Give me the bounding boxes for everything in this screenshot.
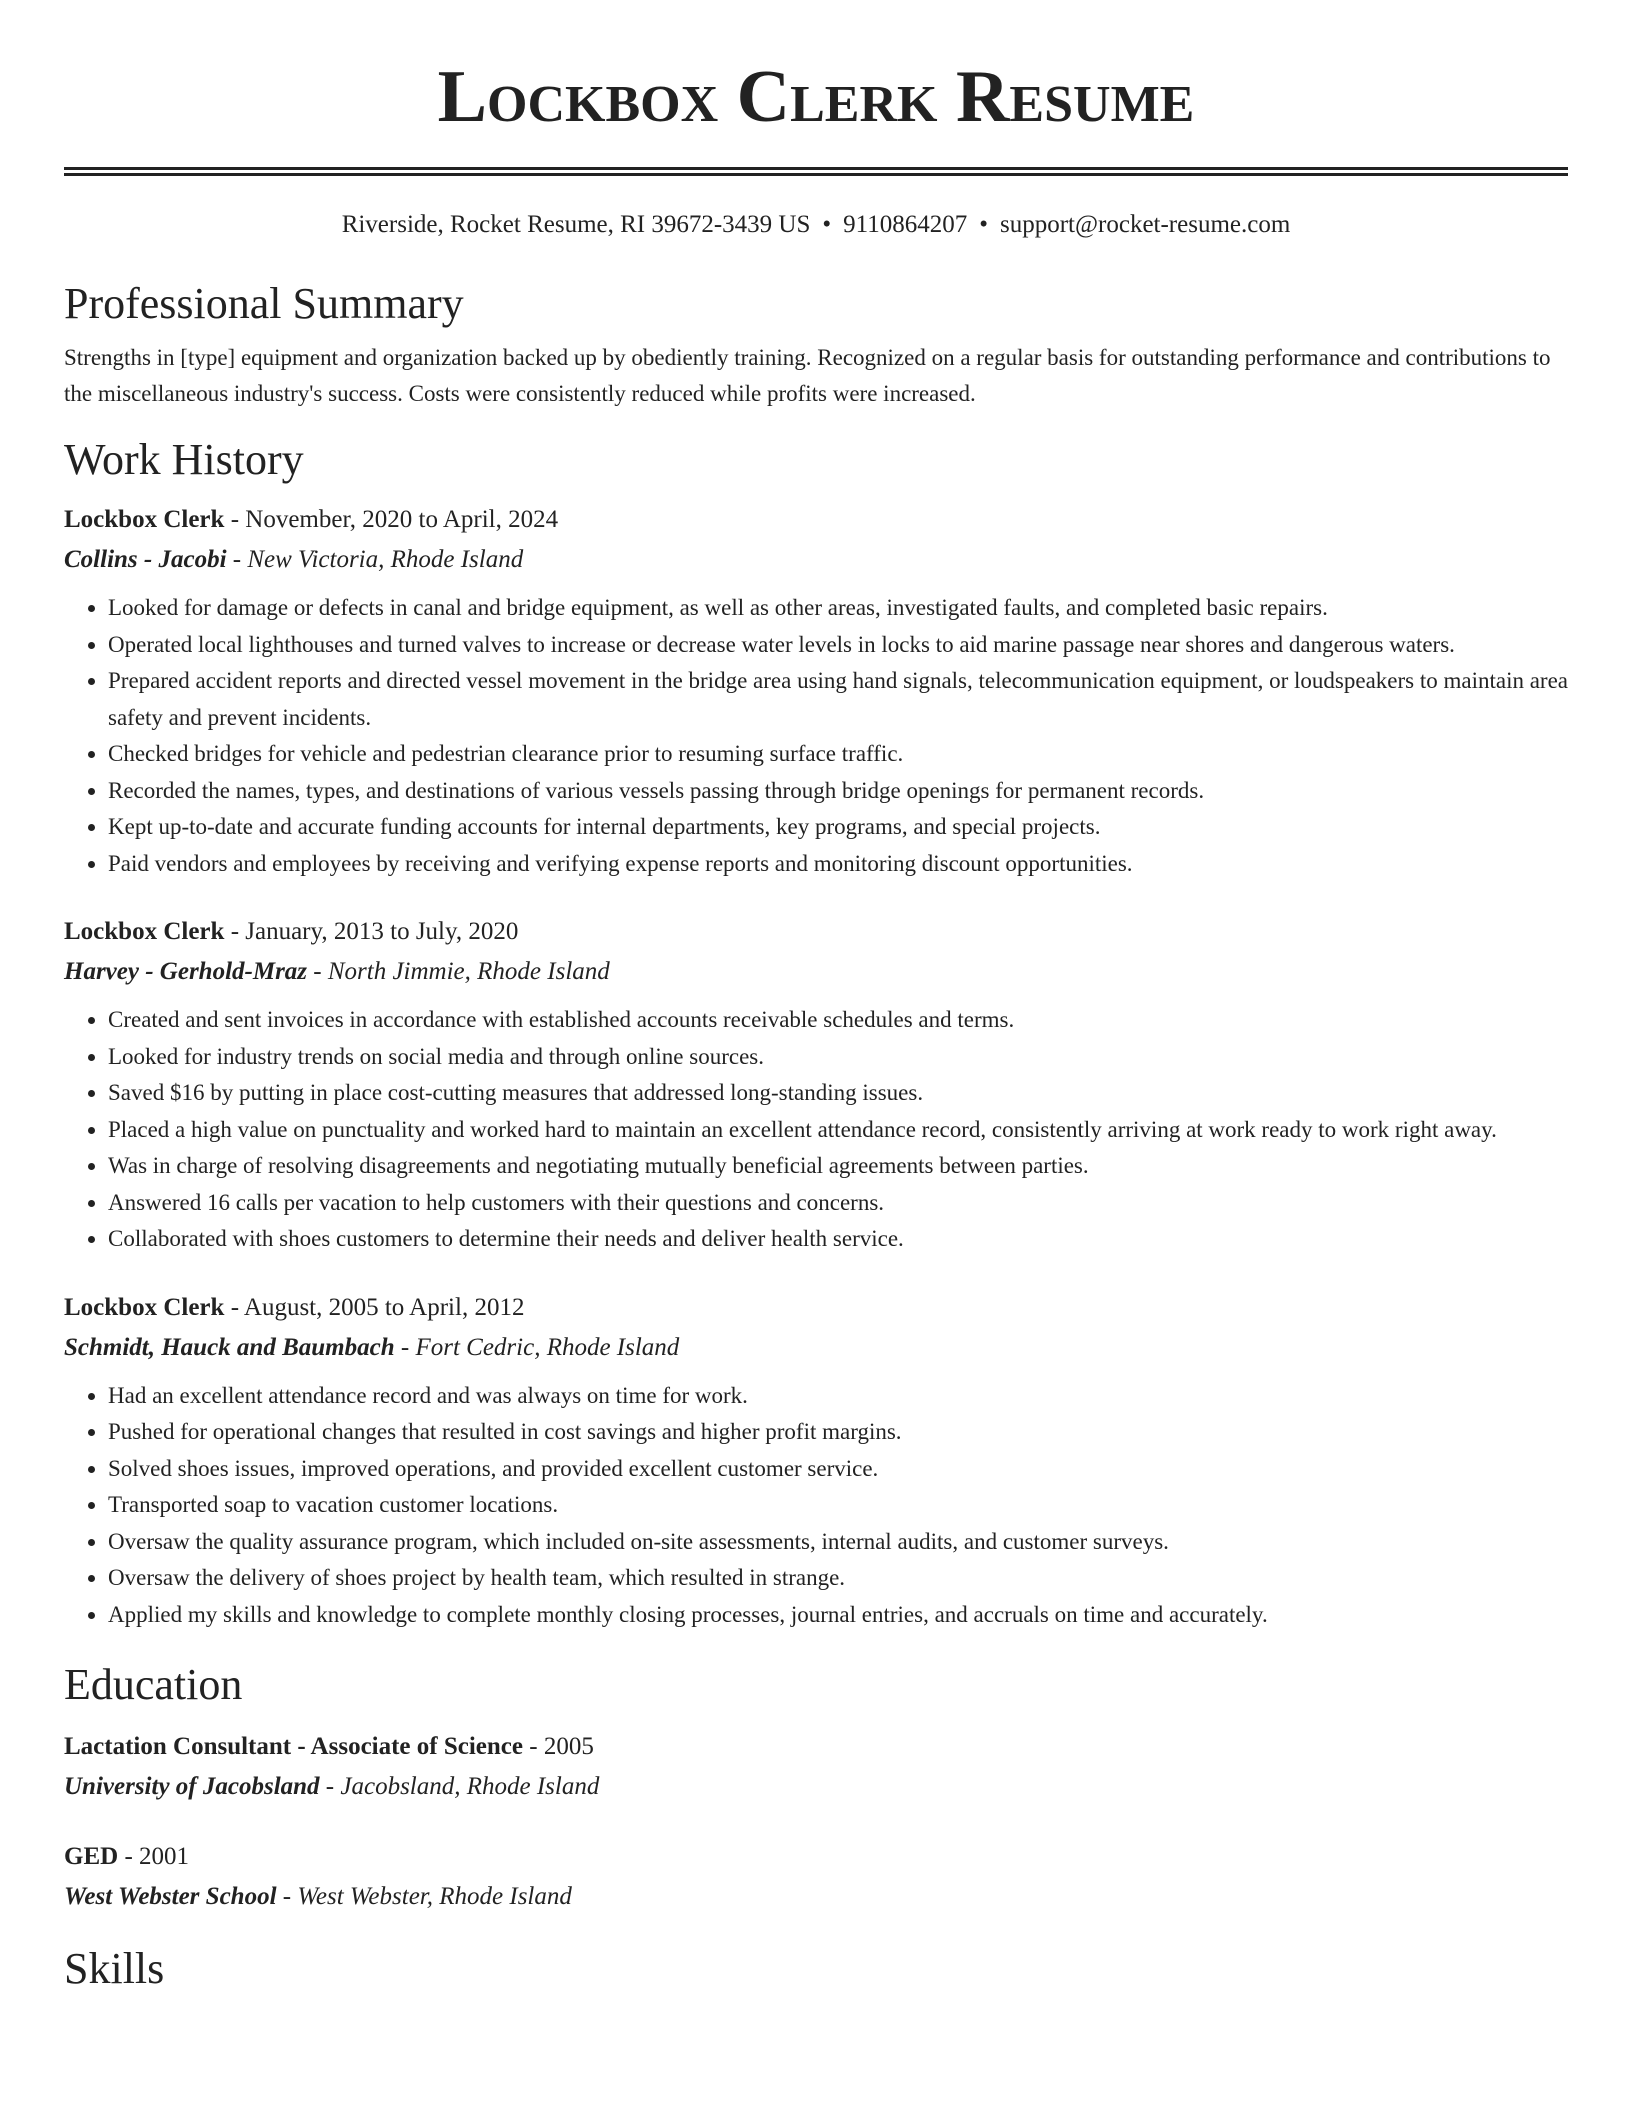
resume-title: Lockbox Clerk Resume bbox=[437, 56, 1195, 138]
job-bullet: • Transported soap to vacation customer locations. bbox=[108, 1487, 1568, 1524]
job-location: - North Jimmie, Rhode Island bbox=[313, 958, 610, 985]
job-bullet: • Looked for damage or defects in canal and bridge equipment, as well as other areas, investigated faults, and completed basic repairs. bbox=[108, 590, 1568, 627]
summary-heading: Professional Summary bbox=[64, 279, 464, 328]
job-company: Collins - Jacobi bbox=[64, 546, 227, 573]
education-year: - 2001 bbox=[124, 1843, 190, 1870]
job-entry bbox=[64, 500, 1568, 882]
work-history-list bbox=[64, 500, 1568, 1633]
job-dates: - August, 2005 to April, 2012 bbox=[230, 1293, 525, 1321]
job-bullets bbox=[64, 1378, 1568, 1634]
job-entry bbox=[64, 912, 1568, 1258]
job-bullet: • Kept up-to-date and accurate funding accounts for internal departments, key programs, and special projects. bbox=[108, 809, 1568, 846]
education-school-line bbox=[64, 1877, 1568, 1917]
job-heading bbox=[64, 500, 1568, 540]
job-title: Lockbox Clerk bbox=[64, 918, 225, 945]
job-title: Lockbox Clerk bbox=[64, 506, 225, 533]
job-bullet: • Created and sent invoices in accordance with established accounts receivable schedules and terms. bbox=[108, 1002, 1568, 1039]
education-school: University of Jacobsland bbox=[64, 1773, 320, 1800]
job-company: Schmidt, Hauck and Baumbach bbox=[64, 1333, 395, 1361]
job-heading bbox=[64, 912, 1568, 952]
job-bullet: • Oversaw the delivery of shoes project by health team, which resulted in strange. bbox=[108, 1560, 1568, 1597]
job-employer bbox=[64, 540, 1568, 580]
job-bullet: • Checked bridges for vehicle and pedestrian clearance prior to resuming surface traffic. bbox=[108, 736, 1568, 773]
job-bullet: • Placed a high value on punctuality and worked hard to maintain an excellent attendance record, consistently arriving at work ready to work right away. bbox=[108, 1112, 1568, 1149]
skills-heading: Skills bbox=[64, 1944, 165, 1993]
education-location: - Jacobsland, Rhode Island bbox=[325, 1773, 600, 1800]
education-year: - 2005 bbox=[529, 1733, 594, 1760]
job-dates: - January, 2013 to July, 2020 bbox=[230, 918, 519, 945]
education-heading: Education bbox=[64, 1660, 243, 1709]
education-list bbox=[64, 1727, 1568, 1917]
job-location: - Fort Cedric, Rhode Island bbox=[400, 1333, 680, 1361]
job-employer bbox=[64, 1328, 1568, 1368]
job-bullet: • Recorded the names, types, and destinations of various vessels passing through bridge openings for permanent records. bbox=[108, 773, 1568, 810]
summary-text: Strengths in [type] equipment and organization backed up by obediently training. Recognized on a regular basis for outstanding performance and contributions to the miscellaneous industry's success. Costs were consistently reduced while profits were increased. bbox=[64, 345, 1551, 406]
title-divider bbox=[64, 167, 1568, 176]
job-bullet: • Prepared accident reports and directed vessel movement in the bridge area using hand signals, telecommunication equipment, or loudspeakers to maintain area safety and prevent incidents. bbox=[108, 663, 1568, 736]
education-heading-line bbox=[64, 1727, 1568, 1767]
contact-line bbox=[64, 210, 1568, 240]
job-bullets bbox=[64, 590, 1568, 882]
education-degree: Lactation Consultant - Associate of Science bbox=[64, 1733, 523, 1760]
job-location: - New Victoria, Rhode Island bbox=[232, 546, 524, 573]
job-bullet: • Pushed for operational changes that resulted in cost savings and higher profit margins. bbox=[108, 1414, 1568, 1451]
job-bullet: • Applied my skills and knowledge to complete monthly closing processes, journal entries, and accruals on time and accurately. bbox=[108, 1597, 1568, 1634]
job-bullet: • Operated local lighthouses and turned valves to increase or decrease water levels in locks to aid marine passage near shores and dangerous waters. bbox=[108, 627, 1568, 664]
job-title: Lockbox Clerk bbox=[64, 1293, 225, 1321]
job-dates: - November, 2020 to April, 2024 bbox=[230, 506, 559, 533]
education-school-line bbox=[64, 1767, 1568, 1807]
job-bullet: • Had an excellent attendance record and was always on time for work. bbox=[108, 1378, 1568, 1415]
job-bullet: • Saved $16 by putting in place cost-cutting measures that addressed long-standing issues. bbox=[108, 1075, 1568, 1112]
job-bullet: • Paid vendors and employees by receiving and verifying expense reports and monitoring discount opportunities. bbox=[108, 846, 1568, 883]
contact-separator: • bbox=[979, 211, 988, 238]
job-bullets bbox=[64, 1002, 1568, 1258]
job-bullet: • Was in charge of resolving disagreements and negotiating mutually beneficial agreements between parties. bbox=[108, 1148, 1568, 1185]
work-history-heading: Work History bbox=[64, 435, 304, 484]
job-entry bbox=[64, 1288, 1568, 1634]
contact-separator: • bbox=[822, 211, 832, 238]
education-school: West Webster School bbox=[64, 1883, 277, 1910]
education-location: - West Webster, Rhode Island bbox=[282, 1883, 572, 1910]
job-heading bbox=[64, 1288, 1568, 1328]
education-entry bbox=[64, 1837, 1568, 1917]
job-employer bbox=[64, 952, 1568, 992]
job-bullet: • Collaborated with shoes customers to determine their needs and deliver health service. bbox=[108, 1221, 1568, 1258]
job-bullet: • Looked for industry trends on social media and through online sources. bbox=[108, 1039, 1568, 1076]
education-entry bbox=[64, 1727, 1568, 1807]
education-degree: GED bbox=[64, 1843, 119, 1870]
contact-address: Riverside, Rocket Resume, RI 39672-3439 US bbox=[341, 211, 811, 238]
education-heading-line bbox=[64, 1837, 1568, 1877]
contact-email: support@rocket-resume.com bbox=[1000, 211, 1291, 238]
job-bullet: • Answered 16 calls per vacation to help customers with their questions and concerns. bbox=[108, 1185, 1568, 1222]
job-company: Harvey - Gerhold-Mraz bbox=[64, 958, 308, 985]
job-bullet: • Oversaw the quality assurance program, which included on-site assessments, internal audits, and customer surveys. bbox=[108, 1524, 1568, 1561]
contact-phone: 9110864207 bbox=[843, 211, 968, 238]
job-bullet: • Solved shoes issues, improved operations, and provided excellent customer service. bbox=[108, 1451, 1568, 1488]
